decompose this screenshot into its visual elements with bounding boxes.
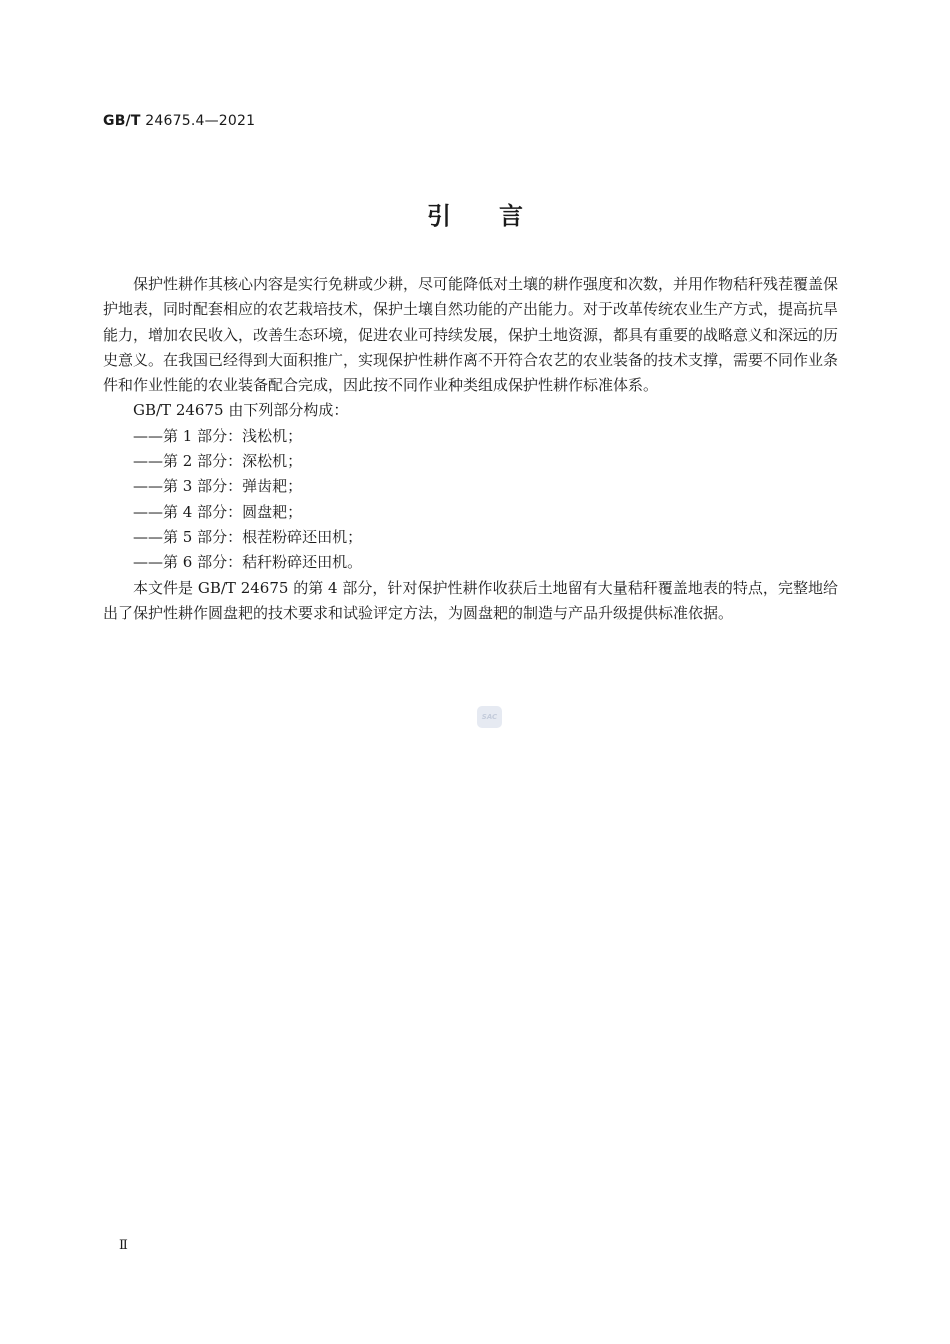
list-item: ——第 1 部分：浅松机；: [133, 426, 303, 445]
intro-paragraph: 保护性耕作其核心内容是实行免耕或少耕，尽可能降低对土壤的耕作强度和次数，并用作物秸秆残茬覆盖保护地表，同时配套相应的农艺栽培技术，保护土壤自然功能的产出能力。对于改革传统农业生产方式，提高抗旱能力，增加农民收入，改善生态环境，促进农业可持续发展，保护土地资源，都具有重要的战略意义和深远的历史意义。在我国已经得到大面积推广，实现保护性耕作离不开符合农艺的农业装备的技术支撑，需要不同作业条件和作业性能的农业装备配合完成，因此按不同作业种类组成保护性耕作标准体系。: [103, 275, 839, 395]
parts-list: [103, 424, 838, 576]
document-body: [103, 272, 838, 626]
list-item: ——第 2 部分：深松机；: [133, 452, 303, 471]
list-item: ——第 4 部分：圆盘耙；: [133, 502, 303, 521]
list-item: ——第 3 部分：弹齿耙；: [133, 477, 303, 496]
parts-intro: GB/T 24675 由下列部分构成：: [133, 401, 349, 420]
standard-code: [103, 113, 255, 129]
list-item: ——第 5 部分：根茬粉碎还田机；: [133, 527, 363, 546]
list-item: ——第 6 部分：秸秆粉碎还田机。: [133, 553, 363, 572]
standard-prefix: GB/T: [103, 113, 141, 129]
standard-number: 24675.4—2021: [145, 113, 256, 129]
page-title: 引言: [427, 202, 571, 230]
page-number: Ⅱ: [119, 1238, 128, 1253]
sac-watermark-logo: SAC: [477, 706, 502, 728]
closing-paragraph: 本文件是 GB/T 24675 的第 4 部分，针对保护性耕作收获后土地留有大量秸秆覆盖地表的特点，完整地给出了保护性耕作圆盘耙的技术要求和试验评定方法，为圆盘耙的制造与产品升级提供标准依据。: [103, 578, 838, 622]
